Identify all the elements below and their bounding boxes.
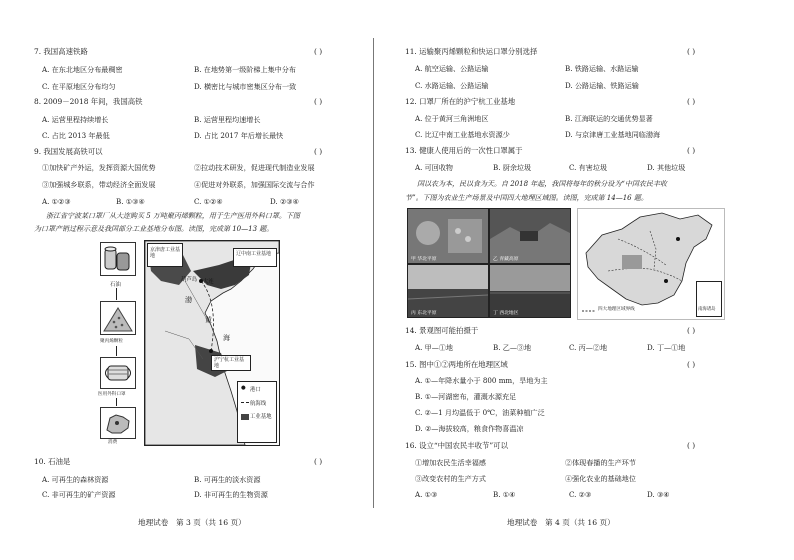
q9-option-a: A. ①②③: [42, 197, 71, 206]
label-jingjintang: 京津唐工业基地: [150, 247, 181, 259]
q13-option-b: B. 厨余垃圾: [493, 163, 532, 172]
q10-stem: 10. 石油是: [34, 457, 71, 466]
photo-jia: [407, 208, 489, 264]
q11-answer-paren: ( ): [687, 47, 696, 56]
q8-option-b: B. 运营里程均速增长: [194, 115, 261, 124]
q10-option-d: D. 非可再生的生物资源: [194, 490, 268, 499]
q13-option-a: A. 可回收物: [415, 163, 454, 172]
industrial-base-map: [144, 240, 280, 446]
q10-option-a: A. 可再生的森林资源: [42, 475, 109, 484]
photo-yi: [489, 208, 571, 264]
legend-base: 工业基地: [250, 414, 272, 420]
chain-arrow-2: [116, 346, 117, 356]
q15-stem: 15. 图中①②两地所在地理区域: [405, 360, 508, 369]
polypropylene-pellets-image: [100, 301, 136, 335]
q11-option-d: D. 公路运输、铁路运输: [565, 81, 639, 90]
q15-option-b: B. ①—河湖密布，灌溉水源充足: [415, 392, 517, 401]
q14-stem: 14. 景观图可能拍摄于: [405, 326, 479, 335]
q13-answer-paren: ( ): [687, 146, 696, 155]
q14-option-b: B. 乙—③地: [493, 343, 532, 352]
map-legend: [237, 381, 277, 443]
q16-answer-paren: ( ): [687, 441, 696, 450]
oil-barrels-image: [100, 242, 136, 276]
q7-option-d: D. 横密比与城市密集区分布一致: [194, 82, 297, 91]
chain-label-mask: 医用外科口罩: [98, 392, 126, 397]
q9-item-4: ④促进对外联系，加强国际交流与合作: [194, 180, 315, 189]
chain-label-consume: 消费: [108, 440, 118, 445]
q12-stem: 12. 口罩厂所在的沪宁杭工业基地: [405, 97, 516, 106]
consumption-image: [100, 407, 136, 439]
q10-option-c: C. 非可再生的矿产资源: [42, 490, 116, 499]
q15-option-a: A. ①—年降水量小于 800 mm，旱地为主: [415, 376, 548, 385]
q11-stem: 11. 运输聚丙烯颗粒和快运口罩分别选择: [405, 47, 538, 56]
photo-caption-jia: 甲 华北平原: [411, 257, 437, 262]
q9-item-1: ①加快矿产外运，发挥资源大国优势: [42, 163, 156, 172]
q14-answer-paren: ( ): [687, 326, 696, 335]
intro-14-16-line1: 国以农为本，民以食为天。自 2018 年起，我国将每年的秋分设为“中国农民丰收: [417, 180, 667, 188]
legend-port-symbol: ●: [241, 385, 246, 391]
q7-option-a: A. 在东北地区分布最稠密: [42, 65, 123, 74]
south-china-sea-label: 南海诸岛: [698, 307, 716, 312]
chain-label-oil: 石油: [110, 282, 121, 288]
right-page-footer: 地理试卷 第 4 页（共 16 页）: [507, 518, 615, 527]
q9-item-3: ③加强城乡联系，带动经济全面发展: [42, 180, 156, 189]
photo-ding: [489, 264, 571, 318]
q15-answer-paren: ( ): [687, 360, 696, 369]
q12-option-b: B. 江海联运的交通优势显著: [565, 114, 653, 123]
q8-option-c: C. 占比 2013 年最低: [42, 131, 110, 140]
q16-option-a: A. ①③: [415, 490, 438, 499]
q9-option-b: B. ①③④: [116, 197, 145, 206]
intro-10-13-line2: 为口罩产销过程示意及我国部分工业基地分布图。读图，完成第 10—13 题。: [34, 225, 274, 233]
q11-option-c: C. 水路运输、公路运输: [415, 81, 489, 90]
chain-arrow-1: [116, 288, 117, 300]
right-page: [397, 0, 794, 560]
q16-item-3: ③改变农村的生产方式: [415, 474, 486, 483]
q8-stem: 8. 2009－2018 年间，我国高铁: [34, 97, 143, 106]
q13-option-c: C. 有害垃圾: [569, 163, 608, 172]
q11-option-a: A. 航空运输、公路运输: [415, 64, 489, 73]
q13-stem: 13. 健康人使用后的一次性口罩属于: [405, 146, 523, 155]
label-box-liaozhongnan: [233, 248, 277, 267]
photo-caption-bing: 丙 东北平原: [411, 311, 437, 316]
label-liaozhongnan: 辽中南工业基地: [236, 251, 272, 257]
label-box-jingjintang: [147, 243, 183, 267]
q16-option-c: C. ②③: [569, 490, 592, 499]
label-dalian: 大连: [203, 279, 214, 285]
photo-caption-yi: 乙 青藏高原: [493, 257, 519, 262]
mask-production-figure: [96, 240, 280, 445]
q16-stem: 16. 设立“中国农民丰收节”可以: [405, 441, 508, 450]
q12-answer-paren: ( ): [687, 97, 696, 106]
q11-option-b: B. 铁路运输、水路运输: [565, 64, 639, 73]
photo-bing: [407, 264, 489, 318]
q13-option-d: D. 其他垃圾: [647, 163, 686, 172]
q14-option-c: C. 丙—②地: [569, 343, 608, 352]
left-page: [0, 0, 380, 560]
q9-option-c: C. ①②④: [194, 197, 223, 206]
label-bo: 渤: [185, 296, 192, 304]
q16-item-1: ①增加农民生活幸福感: [415, 458, 486, 467]
q9-option-d: D. ②③④: [270, 197, 300, 206]
surgical-mask-image: [100, 357, 136, 389]
china-regions-map: [577, 208, 725, 320]
q7-answer-paren: ( ): [314, 47, 323, 56]
q10-option-b: B. 可再生的淡水资源: [194, 475, 261, 484]
legend-port: 港口: [250, 387, 261, 393]
legend-sea-route: 航海线: [250, 401, 267, 407]
q10-answer-paren: ( ): [314, 457, 323, 466]
q16-item-4: ④强化农业的基础地位: [565, 474, 636, 483]
q16-item-2: ②体现春播的生产环节: [565, 458, 636, 467]
q14-option-d: D. 丁—①地: [647, 343, 686, 352]
legend-base-symbol: [241, 414, 249, 420]
q8-option-d: D. 占比 2017 年后增长最快: [194, 131, 284, 140]
q16-option-b: B. ①④: [493, 490, 516, 499]
q12-option-d: D. 与京津唐工业基地同临渤海: [565, 130, 661, 139]
label-box-huhangyong: [211, 355, 251, 371]
q9-answer-paren: ( ): [314, 147, 323, 156]
left-page-footer: 地理试卷 第 3 页（共 16 页）: [138, 518, 246, 527]
q9-item-2: ②拉动技术研发，促进现代制造业发展: [194, 163, 315, 172]
q7-option-b: B. 在地势第一级阶梯上集中分布: [194, 65, 296, 74]
q8-answer-paren: ( ): [314, 97, 323, 106]
chain-arrow-3: [116, 398, 117, 406]
q7-option-c: C. 在平原地区分布均匀: [42, 82, 116, 91]
photo-caption-ding: 丁 西北地区: [493, 311, 519, 316]
legend-sea-route-symbol: [241, 402, 249, 403]
q15-option-c: C. ②—1 月均温低于 0℃，油菜种植广泛: [415, 408, 545, 417]
label-huhangyong: 沪宁杭工业基地: [214, 357, 245, 369]
q7-stem: 7. 我国高速铁路: [34, 47, 88, 56]
q9-stem: 9. 我国发展高铁可以: [34, 147, 103, 156]
intro-14-16-line2: 节”。下图为农业生产场景及中国四大地理区域图。读图，完成第 14—16 题。: [405, 194, 648, 202]
chain-label-pellets: 聚丙烯颗粒: [100, 339, 123, 344]
q14-option-a: A. 甲—①地: [415, 343, 454, 352]
q16-option-d: D. ③④: [647, 490, 670, 499]
q8-option-a: A. 运营里程持续增长: [42, 115, 109, 124]
intro-10-13-line1: 浙江省宁波某口罩厂从大连购买 5 万吨聚丙烯颗粒，用于生产医用外科口罩。下图: [46, 212, 300, 220]
label-huludao: 葫芦岛: [181, 277, 198, 283]
q12-option-c: C. 比辽中南工业基地水资源少: [415, 130, 510, 139]
label-hai: 海: [223, 334, 230, 342]
china-map-legend-boundary: 四大地理区域界线: [598, 307, 635, 312]
q12-option-a: A. 位于黄河三角洲地区: [415, 114, 489, 123]
south-china-sea-inset: [696, 281, 722, 317]
label-huang: 黄: [205, 316, 212, 324]
q15-option-d: D. ②—海拔较高，粮食作物喜温凉: [415, 424, 524, 433]
